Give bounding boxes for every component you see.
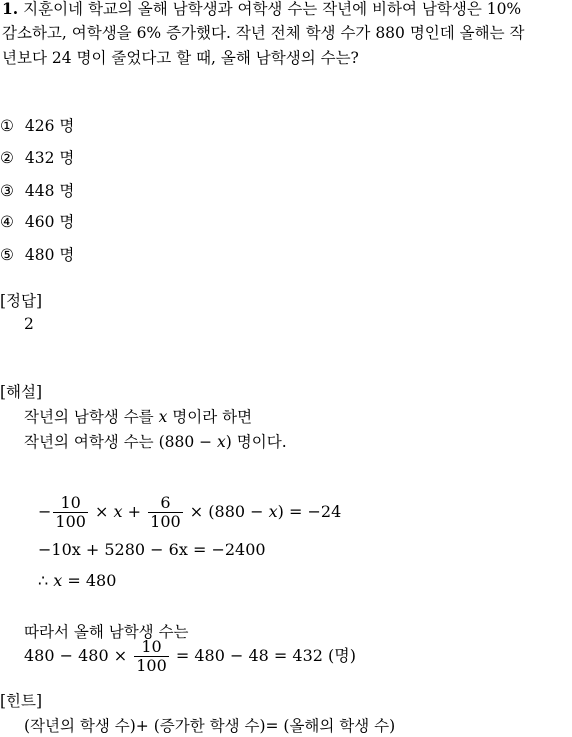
final-frac-num: 10 bbox=[134, 638, 169, 657]
hint-text: (작년의 학생 수)+ (증가한 학생 수)= (올해의 학생 수) bbox=[24, 717, 396, 735]
eq1-tail: ) = −24 bbox=[277, 502, 342, 521]
choice-3[interactable] bbox=[0, 179, 74, 201]
choice-4[interactable] bbox=[0, 210, 74, 232]
eq1-lead: − bbox=[38, 502, 52, 521]
explanation-line-2-b: ) 명이다. bbox=[225, 433, 287, 451]
eq3-result: = 480 bbox=[62, 571, 117, 590]
eq3-therefore: ∴ bbox=[38, 571, 54, 590]
question-number: 1. bbox=[2, 0, 19, 18]
question-line-1 bbox=[2, 0, 521, 22]
final-frac-den: 100 bbox=[136, 656, 167, 675]
explanation-line-1-b: 명이라 하면 bbox=[167, 408, 253, 426]
choice-mark-4: ④ bbox=[0, 213, 14, 231]
choice-2[interactable] bbox=[0, 146, 74, 168]
eq1-mid1: × bbox=[89, 502, 114, 521]
conclusion-text: 따라서 올해 남학생 수는 bbox=[24, 623, 189, 641]
final-fraction bbox=[134, 638, 169, 675]
eq1-mid2: × (880 − bbox=[184, 502, 269, 521]
question-line-3: 년보다 24 명이 줄었다고 할 때, 올해 남학생의 수는? bbox=[2, 49, 359, 67]
choice-mark-3: ③ bbox=[0, 182, 14, 200]
eq1-fraction-2 bbox=[148, 494, 183, 531]
choice-text-2: 432 명 bbox=[24, 149, 75, 167]
equation-2: −10x + 5280 − 6x = −2400 bbox=[38, 540, 266, 559]
choice-text-3: 448 명 bbox=[24, 182, 75, 200]
choice-1[interactable] bbox=[0, 114, 74, 136]
eq1-fraction-1 bbox=[53, 494, 88, 531]
explanation-line-2-a: 작년의 여학생 수는 (880 − bbox=[24, 433, 218, 451]
choice-5[interactable] bbox=[0, 243, 74, 265]
answer-label: [정답] bbox=[0, 292, 43, 310]
explanation-label: [해설] bbox=[0, 383, 43, 401]
eq1-frac1-num: 10 bbox=[53, 494, 88, 513]
eq1-plus: + bbox=[122, 502, 147, 521]
eq1-frac1-den: 100 bbox=[55, 512, 86, 531]
eq1-var2: x bbox=[268, 502, 278, 521]
eq3-var: x bbox=[53, 571, 63, 590]
explanation-var-x: x bbox=[158, 408, 168, 426]
choice-text-1: 426 명 bbox=[24, 117, 75, 135]
choice-mark-5: ⑤ bbox=[0, 246, 14, 264]
question-line-2: 감소하고, 여학생을 6% 증가했다. 작년 전체 학생 수가 880 명인데 올해는 작 bbox=[2, 24, 525, 42]
eq1-frac2-den: 100 bbox=[150, 512, 181, 531]
choice-text-4: 460 명 bbox=[24, 213, 75, 231]
eq1-var1: x bbox=[113, 502, 123, 521]
choice-text-5: 480 명 bbox=[24, 246, 75, 264]
final-tail: = 480 − 48 = 432 (명) bbox=[170, 646, 356, 665]
equation-3 bbox=[38, 571, 116, 590]
choice-mark-2: ② bbox=[0, 149, 14, 167]
final-lead: 480 − 480 × bbox=[24, 646, 133, 665]
explanation-var-x-2: x bbox=[217, 433, 226, 451]
question-text-1: 지훈이네 학교의 올해 남학생과 여학생 수는 작년에 비하여 남학생은 10% bbox=[23, 0, 522, 18]
explanation-line-1 bbox=[24, 405, 252, 427]
choice-mark-1: ① bbox=[0, 117, 14, 135]
hint-label: [힌트] bbox=[0, 692, 43, 710]
explanation-line-2 bbox=[24, 430, 287, 452]
equation-1 bbox=[38, 494, 341, 531]
explanation-line-1-a: 작년의 남학생 수를 bbox=[24, 408, 159, 426]
eq1-frac2-num: 6 bbox=[148, 494, 183, 513]
final-equation bbox=[24, 638, 356, 675]
answer-value: 2 bbox=[24, 315, 34, 333]
